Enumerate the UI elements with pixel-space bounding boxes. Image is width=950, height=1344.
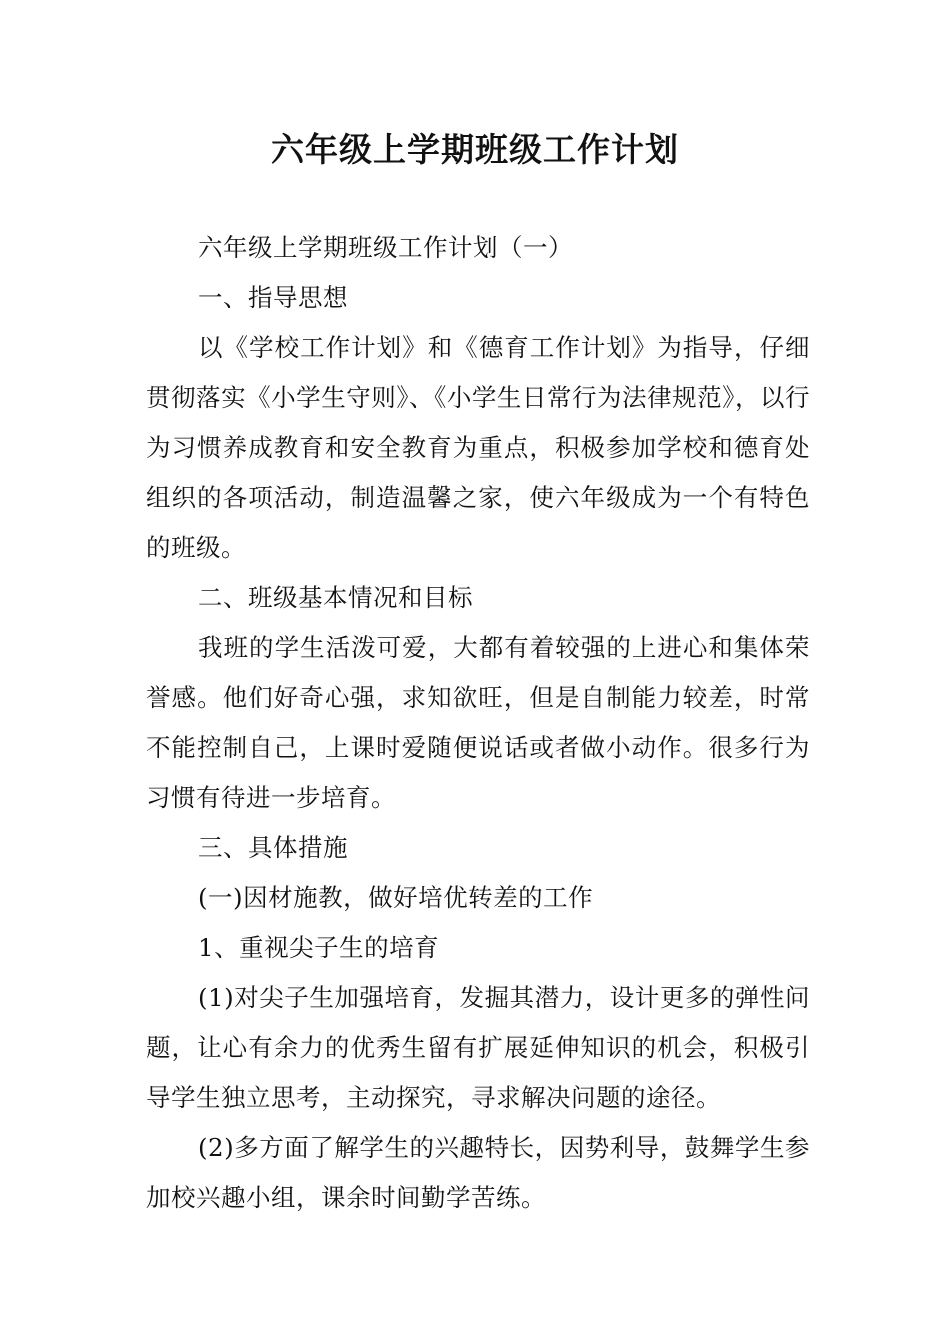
paragraph-measure-1: (1)对尖子生加强培育，发掘其潜力，设计更多的弹性问题，让心有余力的优秀生留有扩展延伸知识的机会，积极引导学生独立思考，主动探究，寻求解决问题的途径。: [146, 983, 810, 1112]
document-body: [146, 223, 810, 1223]
section-heading-class-situation: 二、班级基本情况和目标: [198, 583, 473, 612]
item-heading-top-students: 1、重视尖子生的培育: [198, 933, 440, 962]
section-heading-measures: 三、具体措施: [198, 833, 348, 862]
document-title: 六年级上学期班级工作计划: [271, 130, 679, 169]
paragraph-guiding-ideology: 以《学校工作计划》和《德育工作计划》为指导，仔细贯彻落实《小学生守则》、《小学生日常行为法律规范》，以行为习惯养成教育和安全教育为重点，积极参加学校和德育处组织的各项活动，制造温馨之家，使六年级成为一个有特色的班级。: [146, 333, 810, 562]
subsection-heading-teaching: (一)因材施教，做好培优转差的工作: [198, 883, 594, 912]
section-heading-guiding-ideology: 一、指导思想: [198, 283, 348, 312]
paragraph-measure-2: (2)多方面了解学生的兴趣特长，因势利导，鼓舞学生参加校兴趣小组，课余时间勤学苦练。: [146, 1133, 810, 1212]
paragraph-class-situation: 我班的学生活泼可爱，大都有着较强的上进心和集体荣誉感。他们好奇心强，求知欲旺，但是自制能力较差，时常不能控制自己，上课时爱随便说话或者做小动作。很多行为习惯有待进一步培育。: [146, 633, 810, 812]
section-heading-plan-one: 六年级上学期班级工作计划（一）: [198, 233, 573, 262]
